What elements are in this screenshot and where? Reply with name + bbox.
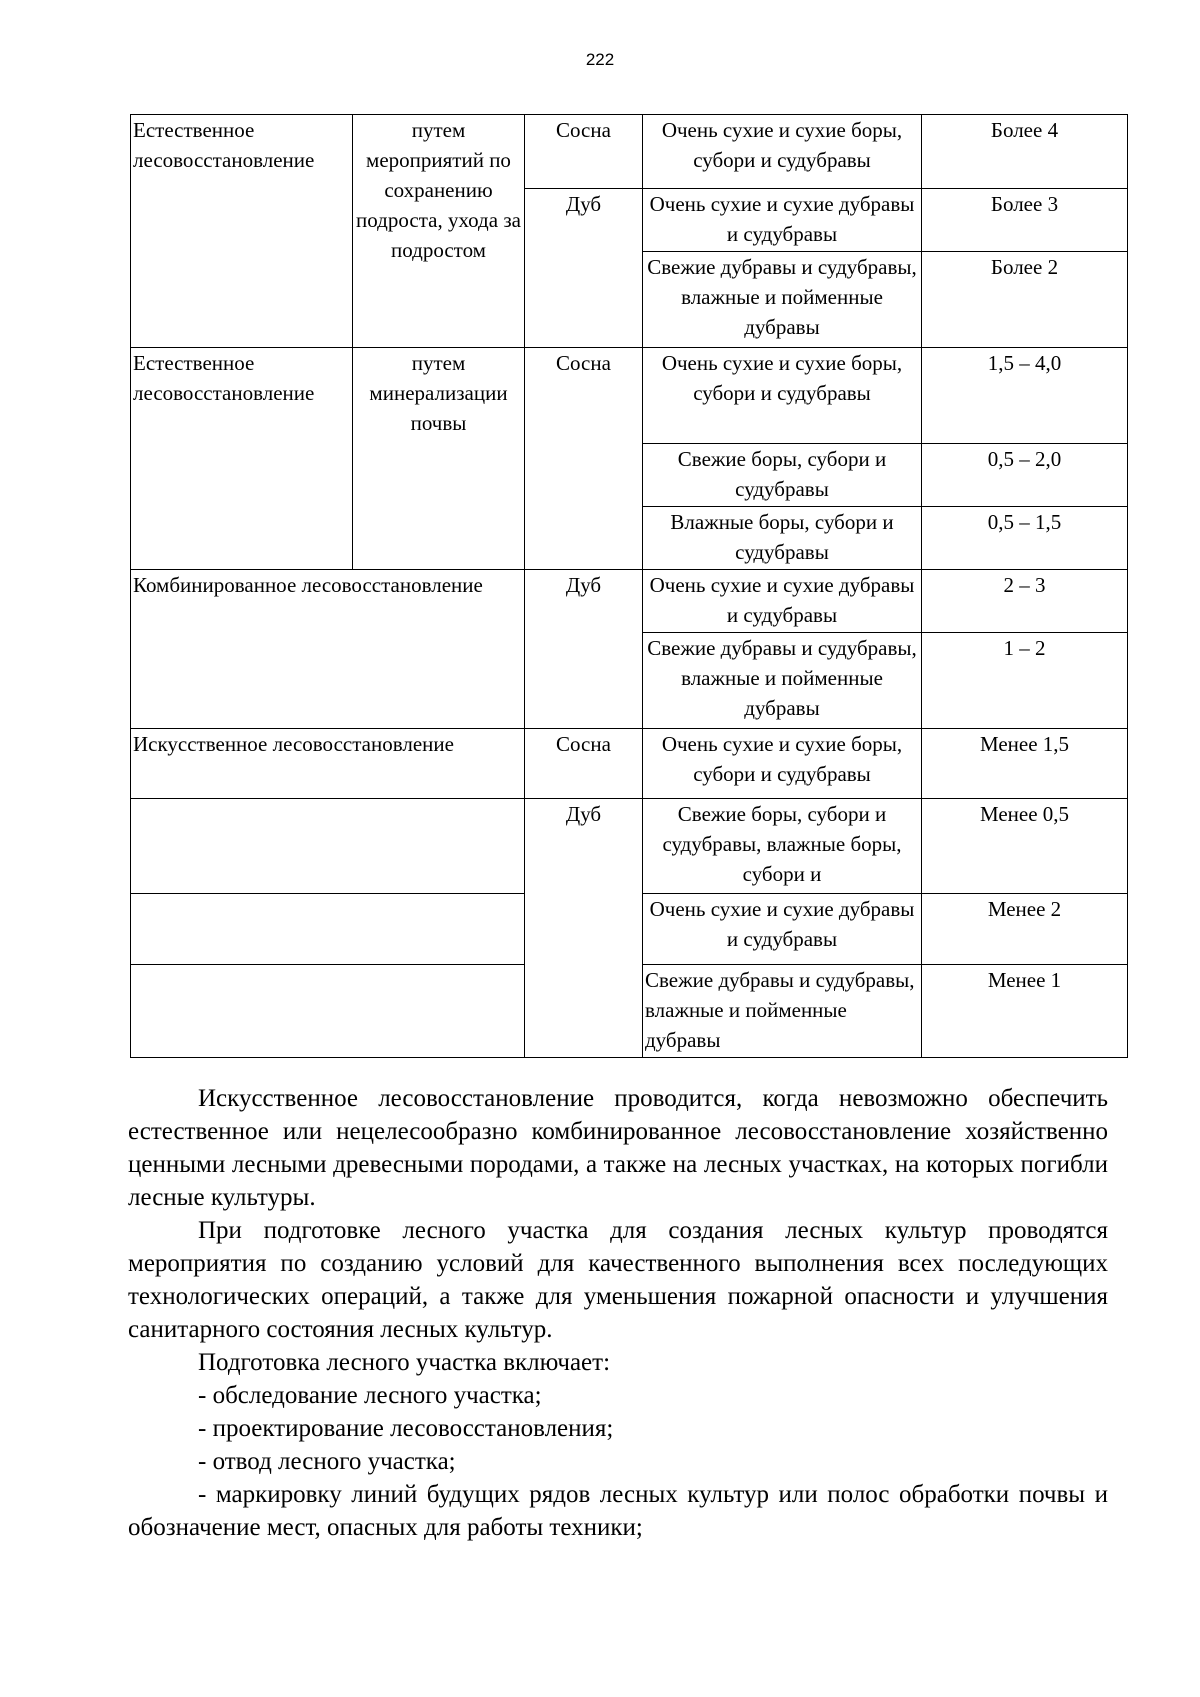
condition-cell: Очень сухие и сухие боры, субори и судубравы [643,115,922,189]
list-item: - отвод лесного участка; [198,1448,456,1475]
page-number: 222 [585,50,615,69]
empty-cell [131,799,525,894]
species-cell: Дуб [525,799,643,1058]
body-text [128,1082,1108,1544]
species-cell: Сосна [525,348,643,570]
condition-cell: Очень сухие и сухие дубравы и судубравы [643,189,922,252]
table-row [131,799,1128,894]
empty-cell [131,894,525,965]
value-cell: 0,5 – 1,5 [922,507,1128,570]
condition-cell: Очень сухие и сухие боры, субори и судубравы [643,729,922,799]
method-cell: Естественное лесовосстановление [131,115,353,348]
species-cell: Дуб [525,189,643,348]
value-cell: Менее 1,5 [922,729,1128,799]
species-cell: Сосна [525,115,643,189]
value-cell: Более 3 [922,189,1128,252]
condition-cell: Влажные боры, субори и судубравы [643,507,922,570]
list-item: - проектирование лесовосстановления; [198,1415,614,1442]
method-cell: Комбинированное лесовосстановление [131,570,525,729]
condition-cell: Свежие дубравы и судубравы, влажные и пойменные дубравы [643,252,922,348]
value-cell: Менее 1 [922,965,1128,1058]
value-cell: 1,5 – 4,0 [922,348,1128,444]
condition-cell: Свежие боры, субори и судубравы, влажные боры, субори и [643,799,922,894]
means-cell: путем мероприятий по сохранению подроста, ухода за подростом [353,115,525,348]
value-cell: 0,5 – 2,0 [922,444,1128,507]
table-row [131,348,1128,444]
table-row [131,570,1128,633]
table-row [131,729,1128,799]
empty-cell [131,965,525,1058]
value-cell: 1 – 2 [922,633,1128,729]
condition-cell: Свежие дубравы и судубравы, влажные и пойменные дубравы [643,965,922,1058]
table-row [131,115,1128,189]
value-cell: Менее 0,5 [922,799,1128,894]
condition-cell: Очень сухие и сухие дубравы и судубравы [643,570,922,633]
paragraph: При подготовке лесного участка для создания лесных культур проводятся мероприятия по созданию условий для качественного выполнения всех последующих технологических операций, а также для уменьшения пожарной опасности и улучшения санитарного состояния лесных культур. [128,1217,1108,1343]
paragraph: Искусственное лесовосстановление проводится, когда невозможно обеспечить естественное или нецелесообразно комбинированное лесовосстановление хозяйственно ценными лесными древесными породами, а также на лесных участках, на которых погибли лесные культуры. [128,1085,1108,1211]
value-cell: Более 2 [922,252,1128,348]
method-cell: Естественное лесовосстановление [131,348,353,570]
value-cell: Менее 2 [922,894,1128,965]
condition-cell: Очень сухие и сухие боры, субори и судубравы [643,348,922,444]
reforestation-table [130,114,1128,1058]
means-cell: путем минерализации почвы [353,348,525,570]
value-cell: Более 4 [922,115,1128,189]
species-cell: Дуб [525,570,643,729]
list-item: - обследование лесного участка; [198,1382,542,1409]
species-cell: Сосна [525,729,643,799]
value-cell: 2 – 3 [922,570,1128,633]
list-item: - маркировку линий будущих рядов лесных культур или полос обработки почвы и обозначение мест, опасных для работы техники; [128,1481,1108,1541]
condition-cell: Очень сухие и сухие дубравы и судубравы [643,894,922,965]
method-cell: Искусственное лесовосстановление [131,729,525,799]
condition-cell: Свежие дубравы и судубравы, влажные и пойменные дубравы [643,633,922,729]
paragraph: Подготовка лесного участка включает: [198,1349,611,1376]
condition-cell: Свежие боры, субори и судубравы [643,444,922,507]
